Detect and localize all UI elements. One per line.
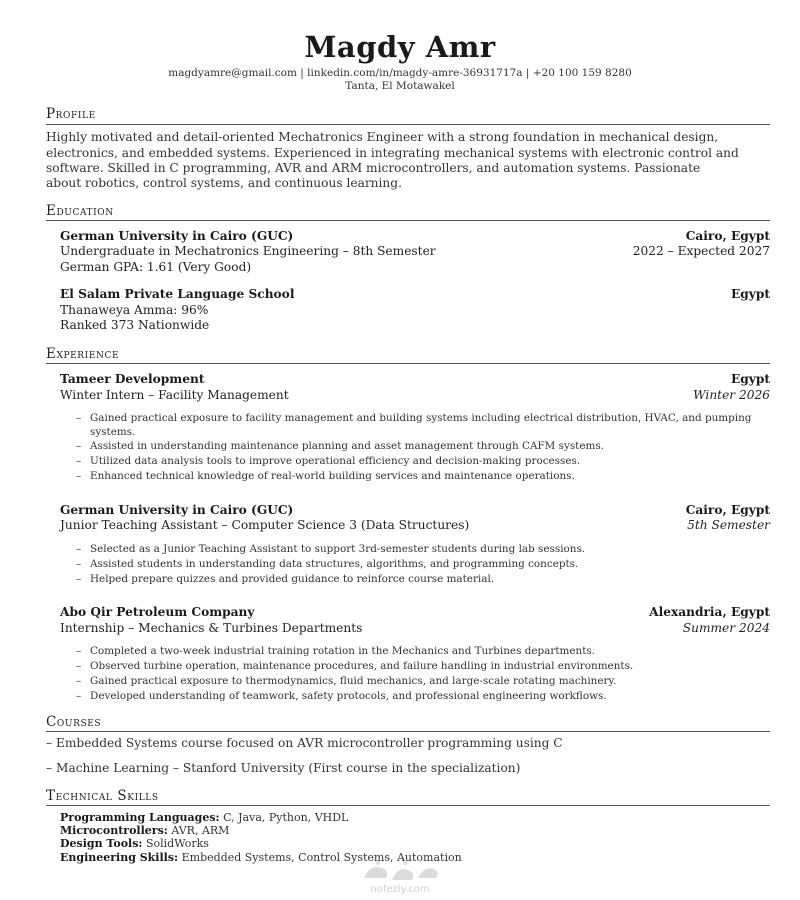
- company-name: German University in Cairo (GUC): [60, 503, 294, 517]
- job-header: [60, 371, 770, 387]
- skill-label: Design Tools:: [60, 837, 143, 850]
- watermark-logo: [350, 858, 450, 898]
- institution-name: German University in Cairo (GUC): [60, 229, 294, 243]
- job-header: [60, 604, 770, 620]
- section-divider: [46, 731, 770, 732]
- education-dates: 2022 – Expected 2027: [632, 244, 770, 258]
- skill-label: Engineering Skills:: [60, 851, 179, 864]
- job-role: Junior Teaching Assistant – Computer Science 3 (Data Structures): [60, 518, 470, 532]
- section-divider: [46, 124, 770, 125]
- company-location: Egypt: [730, 372, 770, 386]
- education-header: [60, 286, 770, 302]
- job-role-row: [60, 620, 770, 636]
- skill-label: Microcontrollers:: [60, 824, 168, 837]
- job-period: Winter 2026: [693, 388, 770, 402]
- section-divider: [46, 363, 770, 364]
- contact-line: magdyamre@gmail.com | linkedin.com/in/magdy-amre-36931717a | +20 100 159 8280: [168, 67, 632, 79]
- ranking: Ranked 373 Nationwide: [60, 318, 210, 332]
- profile-line: Highly motivated and detail-oriented Mechatronics Engineer with a strong foundation in mechanical design,: [46, 130, 719, 144]
- degree: Undergraduate in Mechatronics Engineering – 8th Semester: [60, 244, 436, 258]
- company-location: Alexandria, Egypt: [649, 605, 770, 619]
- course-text: Embedded Systems course focused on AVR microcontroller programming using C: [55, 736, 563, 750]
- course-text: Machine Learning – Stanford University (First course in the specialization): [55, 761, 521, 775]
- section-divider: [46, 805, 770, 806]
- profile-line: electronics, and embedded systems. Experienced in integrating mechanical systems with electronic control and: [46, 146, 739, 160]
- skill-row: [60, 811, 760, 825]
- skill-value: AVR, ARM: [171, 824, 230, 837]
- skill-value: SolidWorks: [145, 837, 209, 850]
- section-title-courses: Courses: [46, 714, 102, 730]
- profile-line: about robotics, control systems, and continuous learning.: [46, 176, 402, 190]
- section-title-profile: Profile: [46, 106, 96, 122]
- skill-label: Programming Languages:: [60, 811, 220, 824]
- education-detail: [60, 317, 770, 333]
- education-header: [60, 228, 770, 244]
- section-title-experience: Experience: [46, 346, 120, 362]
- job-period: Summer 2024: [682, 621, 770, 635]
- job-role: Internship – Mechanics & Turbines Departments: [60, 621, 363, 635]
- job-role-row: [60, 517, 770, 533]
- watermark-icon: [350, 858, 450, 886]
- education-detail: [60, 243, 770, 259]
- education-detail: [60, 302, 770, 318]
- section-divider: [46, 220, 770, 221]
- grade: Thanaweya Amma: 96%: [60, 303, 209, 317]
- profile-line: software. Skilled in C programming, AVR and ARM microcontrollers, and automation systems. Passionate: [46, 161, 701, 175]
- company-name: Abo Qir Petroleum Company: [60, 605, 255, 619]
- course-item: – Embedded Systems course focused on AVR microcontroller programming using C: [46, 736, 563, 750]
- skill-value: Embedded Systems, Control Systems, Automation: [181, 851, 462, 864]
- institution-location: Cairo, Egypt: [685, 229, 770, 243]
- candidate-name: Magdy Amr: [304, 30, 496, 64]
- institution-name: El Salam Private Language School: [60, 287, 295, 301]
- skill-row: [60, 824, 760, 838]
- education-detail: [60, 259, 770, 275]
- job-header: [60, 502, 770, 518]
- course-item: – Machine Learning – Stanford University (First course in the specialization): [46, 761, 521, 775]
- section-title-skills: Technical Skills: [46, 788, 159, 804]
- watermark-text: nofezly.com: [370, 884, 430, 895]
- job-period: 5th Semester: [687, 518, 770, 532]
- skill-row: [60, 837, 760, 851]
- section-title-education: Education: [46, 203, 114, 219]
- skill-value: C, Java, Python, VHDL: [223, 811, 349, 824]
- company-name: Tameer Development: [60, 372, 205, 386]
- institution-location: Egypt: [730, 287, 770, 301]
- location: Tanta, El Motawakel: [345, 80, 455, 92]
- gpa: German GPA: 1.61 (Very Good): [60, 260, 252, 274]
- job-role: Winter Intern – Facility Management: [60, 388, 289, 402]
- job-role-row: [60, 387, 770, 403]
- company-location: Cairo, Egypt: [685, 503, 770, 517]
- resume-page: Magdy Amr magdyamre@gmail.com | linkedin.com/in/magdy-amre-36931717a | +20 100 159 8280 Tanta, El Motawakel Profile Highly motivated and detail-oriented Mechatronics Engineer with a strong foundation in mechanical design, electronics, and embedded systems. Experienced in integrating mechanical systems with electronic control and software. Skilled in C programming, AVR and ARM microcontrollers, and automation systems. Passionate about robotics, control systems, and continuous learning. Education German University in Cairo (GUC) Cairo, Egypt Undergraduate in Mechatronics Engineering – 8th Semester 2022 – Expected 2027 German GPA: 1.61 (Very Good) El Salam Private Language School Egypt Thanaweya Amma: 96% Ranked 373 Nationwide Experience Tameer Development Egypt Winter Intern – Facility Management Winter 2026 – Gained practical exposure to facility management and building systems including electrical distribution, HVAC, and pumping systems. – Assisted in understanding maintenance planning and asset management through CAFM systems. – Utilized data analysis tools to improve operational efficiency and decision-making processes. – Enhanced technical knowledge of real-world building services and maintenance operations. German University in Cairo (GUC) Cairo, Egypt Junior Teaching Assistant – Computer Science 3 (Data Structures) 5th Semester – Selected as a Junior Teaching Assistant to support 3rd-semester students during lab sessions. – Assisted students in understanding data structures, algorithms, and programming concepts. – Helped prepare quizzes and provided guidance to reinforce course material. Abo Qir Petroleum Company Alexandria, Egypt Internship – Mechanics & Turbines Departments Summer 2024 – Completed a two-week industrial training rotation in the Mechanics and Turbines departments. – Observed turbine operation, maintenance procedures, and failure handling in industrial environments. – Gained practical exposure to thermodynamics, fluid mechanics, and large-scale rotating machinery. – Developed understanding of teamwork, safety protocols, and professional engineering workflows. Courses – Embedded Systems course focused on AVR microcontroller programming using C – Machine Learning – Stanford University (First course in the specialization) Technical Skills Programming Languages: C, Java, Python, VHDL Microcontrollers: AVR, ARM Design Tools: SolidWorks Engineering Skills: Embedded Systems, Control Systems, Automation nofezly.com: [0, 0, 800, 900]
